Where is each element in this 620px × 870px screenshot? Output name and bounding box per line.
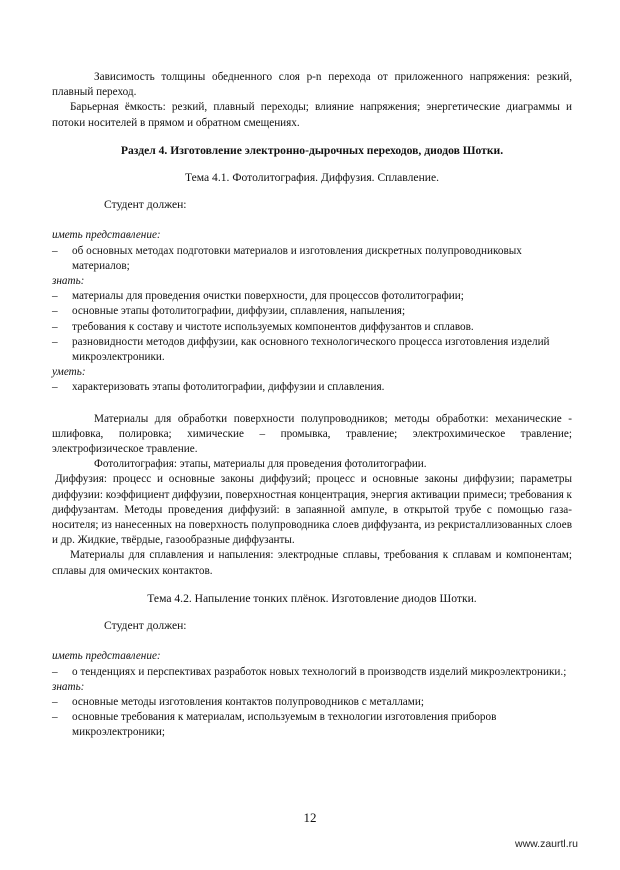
page-body bbox=[52, 70, 572, 741]
page-number: 12 bbox=[303, 810, 317, 825]
topic-2-have-idea-list bbox=[52, 665, 572, 680]
topic-1-able-label: уметь: bbox=[52, 366, 86, 379]
topic-1-content-1: Материалы для обработки поверхности полупроводников; методы обработки: механические - шлифовка, полировка; химические – промывка, травление; электрохимическое травление; электрофизическое травление. bbox=[52, 412, 572, 456]
topic-1-content-3: Диффузия: процесс и основные законы диффузий; процесс и основные законы диффузии; параметры диффузии: коэффициент диффузии, поверхностная концентрация, энергия активации примеси; требования к диффузантам. Методы проведения диффузий: в запаянной ампуле, в открытой трубе с помощью газа-носителя; из нанесенных на поверхность полупроводника слоев диффузанта, из рекристаллизованных слоев и др. Жидкие, твёрдые, газообразные диффузанты. bbox=[52, 473, 572, 547]
topic-1-student-must: Студент должен: bbox=[104, 198, 187, 212]
list-item: – материалы для проведения очистки поверхности, для процессов фотолитографии; bbox=[52, 290, 464, 303]
topic-2-student-must: Студент должен: bbox=[104, 619, 187, 633]
list-item: – основные этапы фотолитографии, диффузии, сплавления, напыления; bbox=[52, 305, 406, 318]
website-watermark[interactable]: www.zaurtl.ru bbox=[514, 838, 578, 850]
topic-1-content-4: Материалы для сплавления и напыления: электродные сплавы, требования к сплавам и компонентам; сплавы для омических контактов. bbox=[52, 549, 572, 577]
topic-2-title: Тема 4.2. Напыление тонких плёнок. Изготовление диодов Шотки. bbox=[147, 591, 477, 605]
list-item: – требования к составу и чистоте используемых компонентов диффузантов и сплавов. bbox=[52, 320, 474, 333]
topic-1-content-2: Фотолитография: этапы, материалы для проведения фотолитографии. bbox=[94, 458, 427, 471]
intro-paragraph-1: Зависимость толщины обедненного слоя p-n перехода от приложенного напряжения: резкий, плавный переход. bbox=[52, 71, 572, 99]
topic-2-know-list bbox=[52, 695, 572, 741]
list-item: – характеризовать этапы фотолитографии, диффузии и сплавления. bbox=[52, 381, 385, 394]
list-item: – основные методы изготовления контактов полупроводников с металлами; bbox=[52, 695, 424, 708]
section-title: Раздел 4. Изготовление электронно-дырочных переходов, диодов Шотки. bbox=[120, 143, 504, 157]
intro-paragraph-2: Барьерная ёмкость: резкий, плавный переходы; влияние напряжения; энергетические диаграммы и потоки носителей в прямом и обратном смещениях. bbox=[52, 101, 572, 129]
topic-1-know-label: знать: bbox=[52, 275, 85, 288]
topic-2-have-idea-label: иметь представление: bbox=[52, 650, 161, 663]
list-item: – о тенденциях и перспективах разработок новых технологий в производств изделий микроэлектроники.; bbox=[52, 665, 567, 678]
topic-1-know-list bbox=[52, 289, 572, 365]
topic-1-title: Тема 4.1. Фотолитография. Диффузия. Сплавление. bbox=[184, 171, 440, 185]
topic-1-have-idea-label: иметь представление: bbox=[52, 229, 161, 242]
list-item: – основные требования к материалам, используемым в технологии изготовления приборов микроэлектроники; bbox=[52, 711, 497, 739]
topic-1-able-list bbox=[52, 380, 572, 395]
topic-1-have-idea-list bbox=[52, 244, 572, 274]
list-item: – разновидности методов диффузии, как основного технологического процесса изготовления изделий микроэлектроники. bbox=[52, 335, 550, 364]
topic-2-know-label: знать: bbox=[52, 680, 85, 693]
list-item: – об основных методах подготовки материалов и изготовления дискретных полупроводниковых материалов; bbox=[52, 244, 522, 272]
